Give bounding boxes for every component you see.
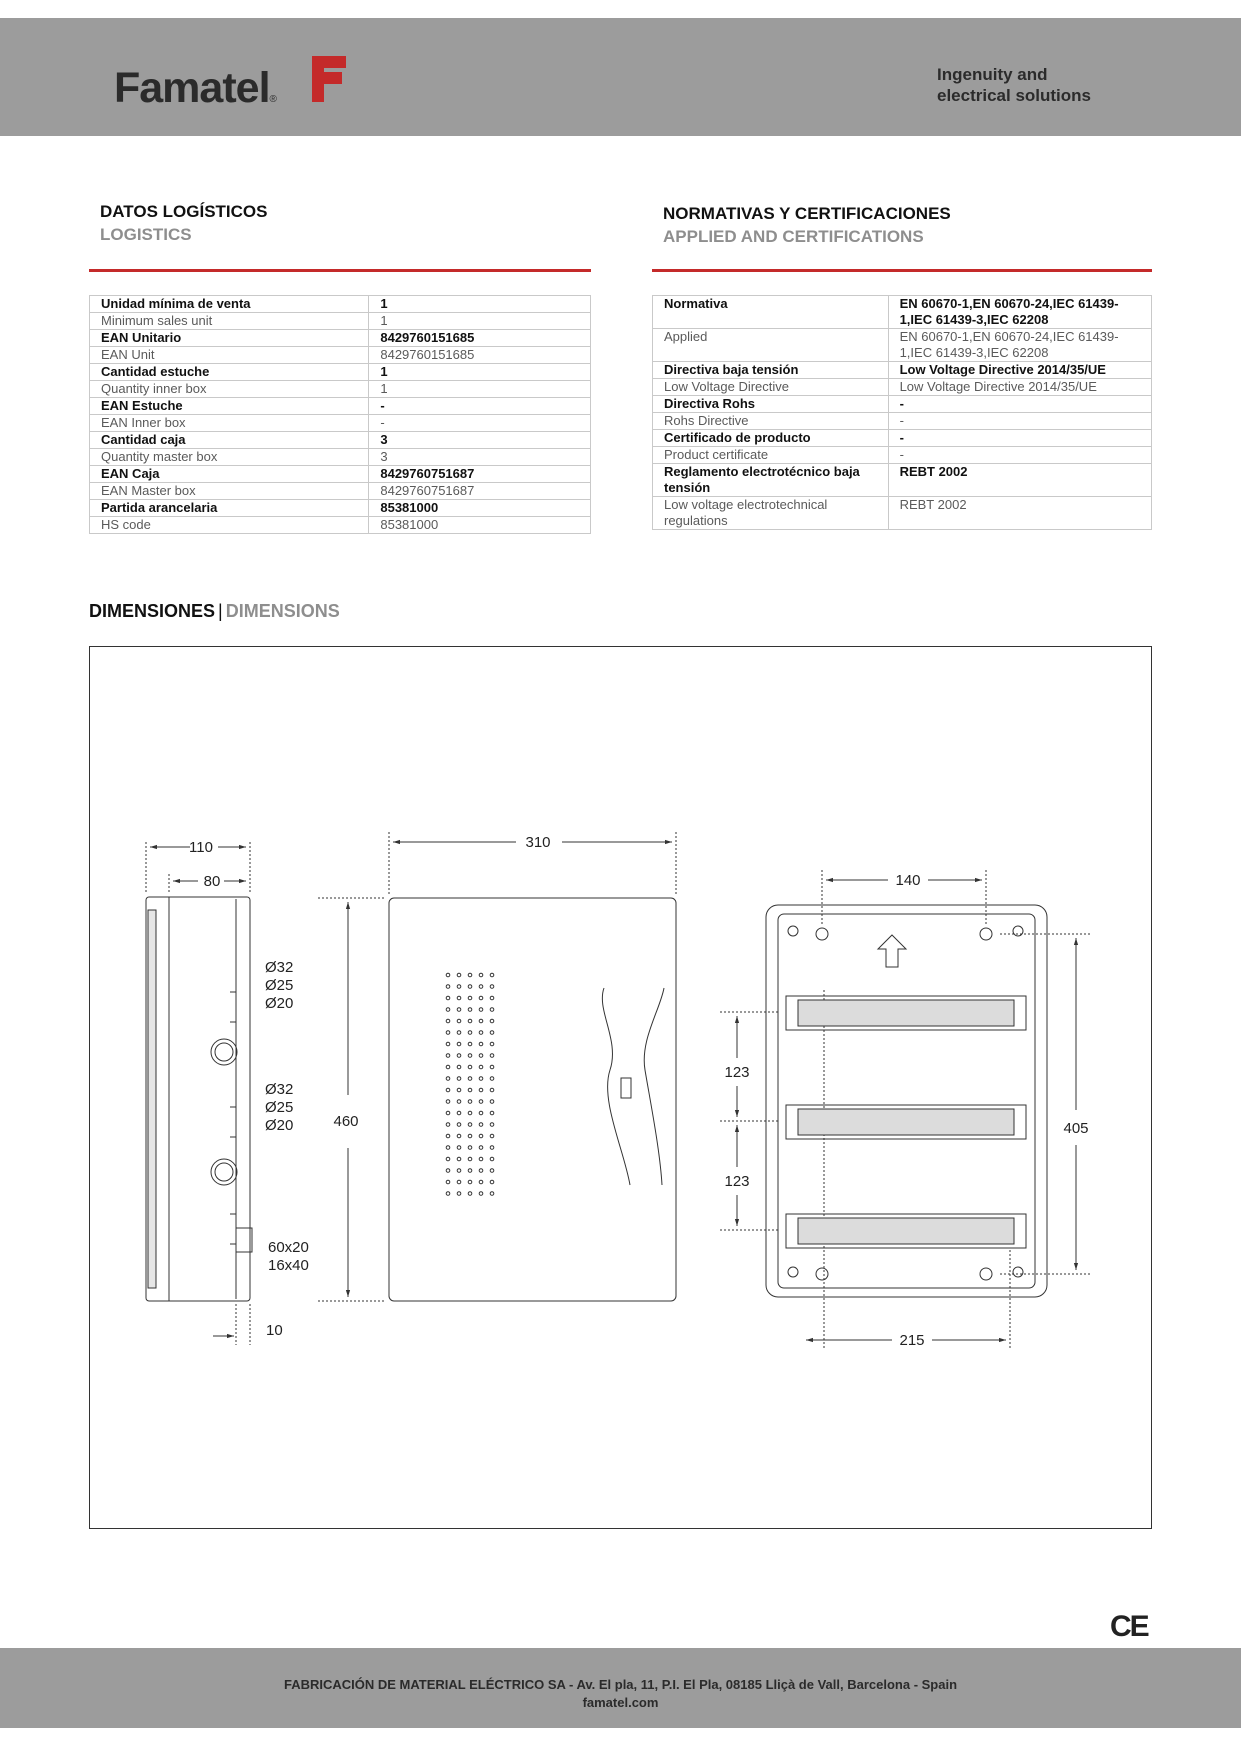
vent-hole bbox=[446, 1065, 450, 1069]
vent-hole bbox=[468, 1019, 472, 1023]
certification-row-value: REBT 2002 bbox=[888, 464, 1151, 497]
dimensions-title-es: DIMENSIONES bbox=[89, 601, 216, 621]
vent-hole bbox=[490, 996, 494, 1000]
knockout-1-d20: Ø20 bbox=[265, 995, 294, 1012]
certification-row-value: EN 60670-1,EN 60670-24,IEC 61439-1,IEC 61439-3,IEC 62208 bbox=[888, 329, 1151, 362]
vent-hole bbox=[468, 1111, 472, 1115]
certification-row-label: Rohs Directive bbox=[653, 413, 889, 430]
vent-hole bbox=[468, 1157, 472, 1161]
vent-hole bbox=[468, 1123, 472, 1127]
logistics-row-label: EAN Caja bbox=[90, 466, 369, 483]
certification-row-label: Directiva baja tensión bbox=[653, 362, 889, 379]
vent-hole bbox=[490, 1192, 494, 1196]
din-rail-2 bbox=[786, 1105, 1026, 1139]
certification-row-value: Low Voltage Directive 2014/35/UE bbox=[888, 379, 1151, 396]
vent-hole bbox=[446, 1088, 450, 1092]
vent-hole bbox=[457, 1157, 461, 1161]
brand-registered: ® bbox=[269, 94, 276, 105]
vent-hole bbox=[468, 1054, 472, 1058]
vent-hole bbox=[446, 1157, 450, 1161]
vent-hole bbox=[468, 1134, 472, 1138]
logistics-row-value: 3 bbox=[369, 432, 591, 449]
vent-hole bbox=[479, 1031, 483, 1035]
vent-hole bbox=[457, 1008, 461, 1012]
vent-hole bbox=[490, 1180, 494, 1184]
vent-hole bbox=[446, 1031, 450, 1035]
vent-hole bbox=[490, 1042, 494, 1046]
certification-row-value: - bbox=[888, 430, 1151, 447]
dim-width: 310 bbox=[525, 834, 551, 851]
certification-row-value: Low Voltage Directive 2014/35/UE bbox=[888, 362, 1151, 379]
vent-hole bbox=[468, 1065, 472, 1069]
logistics-row-value: 8429760151685 bbox=[369, 330, 591, 347]
vent-hole bbox=[446, 1054, 450, 1058]
back-view-drawing bbox=[720, 870, 1090, 1350]
vent-hole bbox=[490, 1146, 494, 1150]
logistics-row-label: HS code bbox=[90, 517, 369, 534]
vent-hole bbox=[479, 1134, 483, 1138]
knockout-1-d25: Ø25 bbox=[265, 977, 294, 994]
vent-hole bbox=[490, 1019, 494, 1023]
dim-height: 460 bbox=[333, 1113, 359, 1130]
vent-hole bbox=[457, 985, 461, 989]
front-view-drawing bbox=[318, 832, 676, 1301]
vent-hole bbox=[479, 1146, 483, 1150]
vent-hole bbox=[490, 1077, 494, 1081]
vent-hole bbox=[468, 1146, 472, 1150]
logistics-row-value: 8429760151685 bbox=[369, 347, 591, 364]
certification-row-value: - bbox=[888, 447, 1151, 464]
vent-hole bbox=[468, 1042, 472, 1046]
vent-hole bbox=[479, 1157, 483, 1161]
vent-hole bbox=[457, 1169, 461, 1173]
vent-hole bbox=[479, 1192, 483, 1196]
tagline-line1: Ingenuity and bbox=[937, 65, 1048, 84]
logistics-row-value: 8429760751687 bbox=[369, 483, 591, 500]
vent-hole bbox=[468, 1008, 472, 1012]
vent-hole bbox=[490, 985, 494, 989]
logistics-row-value: 1 bbox=[369, 381, 591, 398]
logistics-row-label: Cantidad caja bbox=[90, 432, 369, 449]
vent-hole bbox=[490, 1111, 494, 1115]
vent-hole bbox=[457, 1123, 461, 1127]
vent-hole bbox=[479, 1088, 483, 1092]
vent-hole bbox=[479, 1042, 483, 1046]
vent-hole bbox=[490, 1100, 494, 1104]
vent-hole bbox=[490, 1088, 494, 1092]
vent-hole bbox=[457, 1054, 461, 1058]
vent-hole bbox=[479, 1111, 483, 1115]
footer-address: FABRICACIÓN DE MATERIAL ELÉCTRICO SA - Av. El pla, 11, P.I. El Pla, 08185 Lliçà de Vall, Barcelona - Spain bbox=[283, 1677, 958, 1692]
ce-mark-icon: CE bbox=[1110, 1610, 1148, 1643]
dim-fix-horizontal: 140 bbox=[895, 872, 921, 889]
dim-depth-total: 110 bbox=[189, 839, 213, 856]
certification-row-label: Normativa bbox=[653, 296, 889, 329]
vent-hole bbox=[457, 1031, 461, 1035]
logistics-row-value: 85381000 bbox=[369, 500, 591, 517]
brand-name: Famatel bbox=[114, 64, 270, 112]
certification-row-label: Low voltage electrotechnical regulations bbox=[653, 497, 889, 530]
vent-hole bbox=[446, 1019, 450, 1023]
vent-hole bbox=[468, 996, 472, 1000]
vent-hole bbox=[457, 1180, 461, 1184]
din-rail-1 bbox=[786, 996, 1026, 1030]
logistics-row-label: EAN Master box bbox=[90, 483, 369, 500]
vent-hole bbox=[457, 1134, 461, 1138]
vent-hole bbox=[457, 973, 461, 977]
certification-row-value: EN 60670-1,EN 60670-24,IEC 61439-1,IEC 61439-3,IEC 62208 bbox=[888, 296, 1151, 329]
vent-hole bbox=[457, 1192, 461, 1196]
din-rail-3 bbox=[786, 1214, 1026, 1248]
logistics-row-label: Unidad mínima de venta bbox=[90, 296, 369, 313]
vent-hole bbox=[446, 1123, 450, 1127]
dim-rail-pitch-1: 123 bbox=[724, 1064, 750, 1081]
dim-depth-body: 80 bbox=[203, 873, 221, 890]
vent-hole bbox=[446, 1169, 450, 1173]
vent-hole bbox=[490, 1169, 494, 1173]
vent-hole bbox=[479, 973, 483, 977]
vent-hole bbox=[479, 1077, 483, 1081]
logistics-row-label: Quantity inner box bbox=[90, 381, 369, 398]
knockout-2-d25: Ø25 bbox=[265, 1099, 294, 1116]
vent-hole bbox=[479, 1065, 483, 1069]
logistics-row-value: 3 bbox=[369, 449, 591, 466]
certification-row-label: Reglamento electrotécnico baja tensión bbox=[653, 464, 889, 497]
dim-fix-vertical: 405 bbox=[1063, 1120, 1089, 1137]
dim-offset: 10 bbox=[266, 1322, 283, 1339]
logistics-row-value: - bbox=[369, 415, 591, 432]
vent-hole bbox=[490, 1123, 494, 1127]
vent-hole bbox=[446, 973, 450, 977]
vent-hole bbox=[446, 996, 450, 1000]
vent-hole bbox=[490, 1054, 494, 1058]
vent-hole bbox=[446, 1111, 450, 1115]
dimensions-separator: | bbox=[218, 601, 223, 621]
vent-hole bbox=[446, 1042, 450, 1046]
vent-hole bbox=[446, 985, 450, 989]
vent-hole bbox=[457, 1019, 461, 1023]
vent-hole bbox=[446, 1192, 450, 1196]
vent-hole bbox=[446, 1146, 450, 1150]
logistics-row-label: EAN Unit bbox=[90, 347, 369, 364]
certification-row-label: Certificado de producto bbox=[653, 430, 889, 447]
vent-hole bbox=[468, 1192, 472, 1196]
logistics-row-value: 1 bbox=[369, 364, 591, 381]
footer-website[interactable]: famatel.com bbox=[582, 1695, 659, 1710]
vent-hole bbox=[490, 1065, 494, 1069]
vent-hole bbox=[479, 1019, 483, 1023]
vent-hole bbox=[457, 1146, 461, 1150]
vent-hole bbox=[490, 1008, 494, 1012]
dimensions-title-en: DIMENSIONS bbox=[225, 601, 340, 621]
vent-hole bbox=[468, 985, 472, 989]
vent-hole bbox=[468, 1169, 472, 1173]
logistics-row-label: Partida arancelaria bbox=[90, 500, 369, 517]
vent-hole bbox=[446, 1008, 450, 1012]
certification-row-value: - bbox=[888, 413, 1151, 430]
logistics-row-label: EAN Estuche bbox=[90, 398, 369, 415]
vent-hole bbox=[446, 1180, 450, 1184]
dim-rail-pitch-2: 123 bbox=[724, 1173, 750, 1190]
certifications-title: NORMATIVAS Y CERTIFICACIONES bbox=[663, 204, 951, 223]
logistics-row-value: - bbox=[369, 398, 591, 415]
vent-hole bbox=[479, 996, 483, 1000]
certification-row-label: Product certificate bbox=[653, 447, 889, 464]
vent-hole bbox=[468, 1031, 472, 1035]
vent-hole bbox=[457, 1065, 461, 1069]
knockout-2-d20: Ø20 bbox=[265, 1117, 294, 1134]
certification-row-value: REBT 2002 bbox=[888, 497, 1151, 530]
certification-row-label: Applied bbox=[653, 329, 889, 362]
vent-hole bbox=[457, 1077, 461, 1081]
vent-hole bbox=[479, 1008, 483, 1012]
vent-hole bbox=[479, 985, 483, 989]
dim-rail-length: 215 bbox=[899, 1332, 925, 1349]
vent-hole bbox=[490, 1134, 494, 1138]
logistics-row-label: Cantidad estuche bbox=[90, 364, 369, 381]
vent-hole bbox=[446, 1134, 450, 1138]
logistics-row-value: 1 bbox=[369, 296, 591, 313]
vent-hole bbox=[490, 1031, 494, 1035]
logistics-row-label: EAN Unitario bbox=[90, 330, 369, 347]
logistics-row-label: Minimum sales unit bbox=[90, 313, 369, 330]
vent-hole bbox=[479, 1180, 483, 1184]
vent-hole bbox=[468, 973, 472, 977]
vent-hole bbox=[468, 1077, 472, 1081]
logistics-row-value: 1 bbox=[369, 313, 591, 330]
vent-hole bbox=[468, 1180, 472, 1184]
tagline-line2: electrical solutions bbox=[937, 86, 1091, 105]
vent-hole bbox=[446, 1077, 450, 1081]
vent-hole bbox=[457, 1088, 461, 1092]
vent-hole bbox=[457, 1100, 461, 1104]
vent-hole bbox=[446, 1100, 450, 1104]
vent-hole bbox=[490, 973, 494, 977]
vent-hole bbox=[479, 1054, 483, 1058]
logistics-title: DATOS LOGÍSTICOS bbox=[100, 202, 268, 221]
logistics-subtitle: LOGISTICS bbox=[100, 225, 192, 244]
logistics-row-value: 8429760751687 bbox=[369, 466, 591, 483]
vent-hole bbox=[457, 996, 461, 1000]
certification-row-label: Directiva Rohs bbox=[653, 396, 889, 413]
certification-row-value: - bbox=[888, 396, 1151, 413]
vent-hole bbox=[457, 1042, 461, 1046]
logistics-row-label: Quantity master box bbox=[90, 449, 369, 466]
vent-hole bbox=[490, 1157, 494, 1161]
slot-size-2: 16x40 bbox=[268, 1257, 309, 1274]
knockout-1-d32: Ø32 bbox=[265, 959, 294, 976]
knockout-2-d32: Ø32 bbox=[265, 1081, 294, 1098]
vent-hole bbox=[457, 1111, 461, 1115]
certifications-subtitle: APPLIED AND CERTIFICATIONS bbox=[663, 227, 924, 246]
vent-hole bbox=[479, 1169, 483, 1173]
logistics-row-value: 85381000 bbox=[369, 517, 591, 534]
vent-hole bbox=[468, 1100, 472, 1104]
logistics-row-label: EAN Inner box bbox=[90, 415, 369, 432]
vent-hole bbox=[479, 1100, 483, 1104]
vent-hole bbox=[479, 1123, 483, 1127]
side-view-drawing bbox=[146, 842, 252, 1345]
certification-row-label: Low Voltage Directive bbox=[653, 379, 889, 396]
slot-size-1: 60x20 bbox=[268, 1239, 309, 1256]
vent-hole bbox=[468, 1088, 472, 1092]
